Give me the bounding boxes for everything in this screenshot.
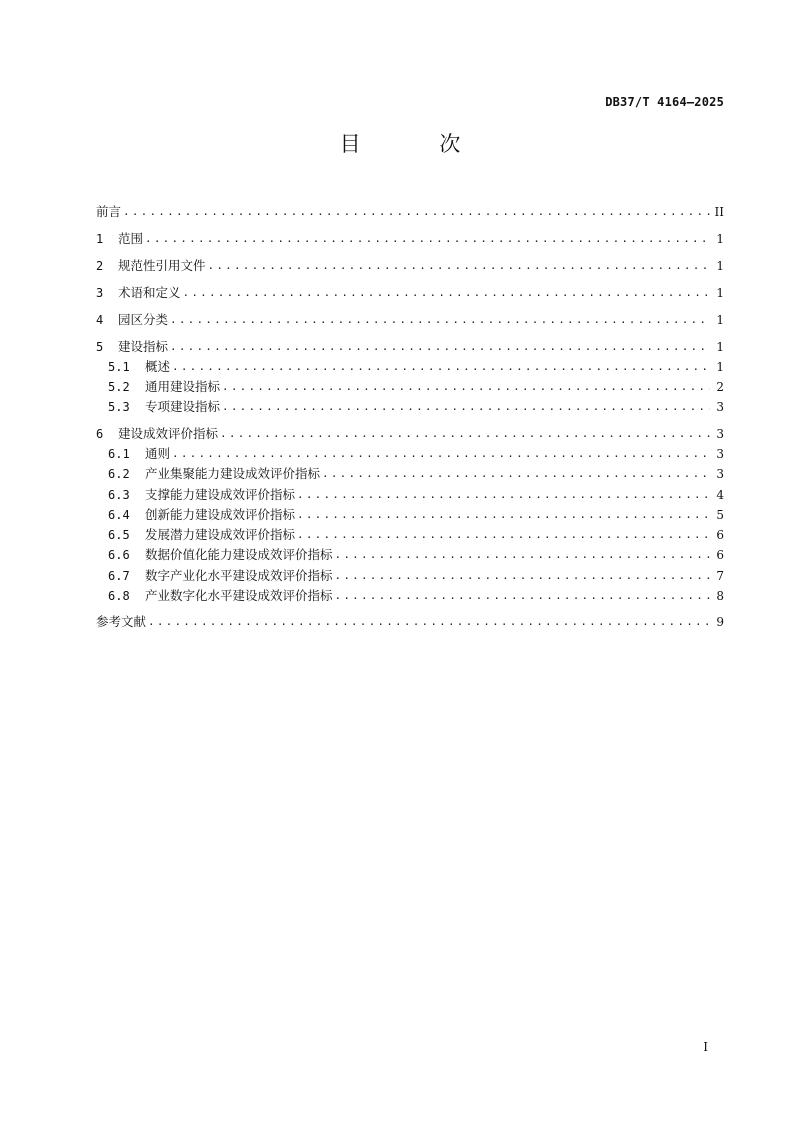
toc-entry-page: 6 — [716, 548, 724, 562]
toc-entry-label: 建设指标 — [118, 339, 169, 354]
toc-entry-number: 4 — [96, 313, 104, 327]
toc-entry[interactable] — [96, 546, 724, 564]
toc-entry[interactable] — [96, 398, 724, 416]
toc-entry[interactable] — [96, 486, 724, 504]
toc-leader-dots — [297, 486, 710, 504]
toc-entry[interactable] — [96, 613, 724, 631]
toc-leader-dots — [148, 613, 710, 631]
toc-entry-number: 5.1 — [108, 360, 130, 374]
toc-entry-label: 术语和定义 — [118, 285, 181, 300]
toc-entry[interactable] — [96, 526, 724, 544]
toc-entry-label: 数据价值化能力建设成效评价指标 — [145, 547, 333, 562]
toc-leader-dots — [172, 445, 710, 463]
toc-entry-label: 园区分类 — [118, 312, 169, 327]
toc-entry[interactable] — [96, 257, 724, 275]
toc-entry-number: 5 — [96, 340, 104, 354]
toc-leader-dots — [335, 567, 710, 585]
toc-entry-number: 6.4 — [108, 508, 130, 522]
toc-leader-dots — [145, 230, 710, 248]
toc-entry-number: 6.8 — [108, 589, 130, 603]
toc-leader-dots — [297, 506, 710, 524]
toc-entry-page: 1 — [716, 313, 724, 327]
toc-entry-label: 建设成效评价指标 — [118, 426, 219, 441]
toc-leader-dots — [172, 358, 710, 376]
toc-leader-dots — [208, 257, 710, 275]
toc-entry-number: 6.2 — [108, 467, 130, 481]
toc-entry-page: 9 — [716, 615, 724, 629]
toc-leader-dots — [297, 526, 710, 544]
toc-entry-label: 参考文献 — [96, 614, 147, 629]
toc-entry-number: 6.6 — [108, 548, 130, 562]
toc-entry[interactable] — [96, 465, 724, 483]
toc-entry-label: 数字产业化水平建设成效评价指标 — [145, 568, 333, 583]
toc-entry[interactable] — [96, 378, 724, 396]
toc-entry-page: 1 — [716, 259, 724, 273]
toc-entry-label: 专项建设指标 — [145, 399, 221, 414]
toc-entry-number: 6.3 — [108, 488, 130, 502]
toc-entry[interactable] — [96, 230, 724, 248]
toc-entry-page: 3 — [716, 400, 724, 414]
toc-leader-dots — [183, 284, 710, 302]
toc-entry-number: 3 — [96, 286, 104, 300]
toc-leader-dots — [222, 378, 710, 396]
toc-leader-dots — [335, 546, 710, 564]
toc-entry-page: 3 — [716, 467, 724, 481]
toc-entry-page: II — [714, 205, 724, 219]
toc-leader-dots — [123, 203, 710, 221]
toc-entry[interactable] — [96, 587, 724, 605]
toc-entry-number: 1 — [96, 232, 104, 246]
toc-entry-label: 创新能力建设成效评价指标 — [145, 507, 296, 522]
toc-entry-number: 5.2 — [108, 380, 130, 394]
toc-entry-label: 发展潜力建设成效评价指标 — [145, 527, 296, 542]
toc-entry[interactable] — [96, 338, 724, 356]
toc-entry-label: 产业集聚能力建设成效评价指标 — [145, 466, 321, 481]
toc-entry-page: 3 — [716, 447, 724, 461]
toc-entry[interactable] — [96, 445, 724, 463]
toc-entry-page: 8 — [716, 589, 724, 603]
toc-entry-page: 5 — [716, 508, 724, 522]
toc-entry-page: 4 — [716, 488, 724, 502]
toc-entry-page: 1 — [716, 340, 724, 354]
toc-entry[interactable] — [96, 358, 724, 376]
standard-code: DB37/T 4164—2025 — [605, 95, 724, 109]
toc-entry[interactable] — [96, 425, 724, 443]
toc-entry-page: 6 — [716, 528, 724, 542]
toc-entry-label: 通则 — [145, 446, 171, 461]
page-title: 目 次 — [339, 132, 497, 156]
toc-entry-number: 6.5 — [108, 528, 130, 542]
toc-leader-dots — [322, 465, 710, 483]
toc-entry-page: 7 — [716, 569, 724, 583]
toc-entry-label: 支撑能力建设成效评价指标 — [145, 487, 296, 502]
toc-entry[interactable] — [96, 311, 724, 329]
toc-entry-number: 6.1 — [108, 447, 130, 461]
toc-entry-number: 6 — [96, 427, 104, 441]
toc-entry-number: 6.7 — [108, 569, 130, 583]
toc-entry-label: 前言 — [96, 204, 122, 219]
toc-entry[interactable] — [96, 203, 724, 221]
toc-entry-label: 通用建设指标 — [145, 379, 221, 394]
toc-entry-page: 1 — [716, 286, 724, 300]
toc-entry-page: 1 — [716, 232, 724, 246]
page-folio: I — [703, 1040, 708, 1054]
toc-leader-dots — [335, 587, 710, 605]
toc-leader-dots — [220, 425, 710, 443]
toc-leader-dots — [170, 338, 710, 356]
toc-entry[interactable] — [96, 567, 724, 585]
toc-leader-dots — [170, 311, 710, 329]
toc-entry-label: 范围 — [118, 231, 144, 246]
toc-entry-label: 规范性引用文件 — [118, 258, 206, 273]
toc-entry-number: 5.3 — [108, 400, 130, 414]
toc-entry-number: 2 — [96, 259, 104, 273]
toc-entry-page: 1 — [716, 360, 724, 374]
toc-leader-dots — [222, 398, 710, 416]
toc-entry-page: 2 — [716, 380, 724, 394]
toc-entry-page: 3 — [716, 427, 724, 441]
toc-entry-label: 概述 — [145, 359, 171, 374]
toc-entry[interactable] — [96, 506, 724, 524]
toc-entry[interactable] — [96, 284, 724, 302]
toc-entry-label: 产业数字化水平建设成效评价指标 — [145, 588, 333, 603]
